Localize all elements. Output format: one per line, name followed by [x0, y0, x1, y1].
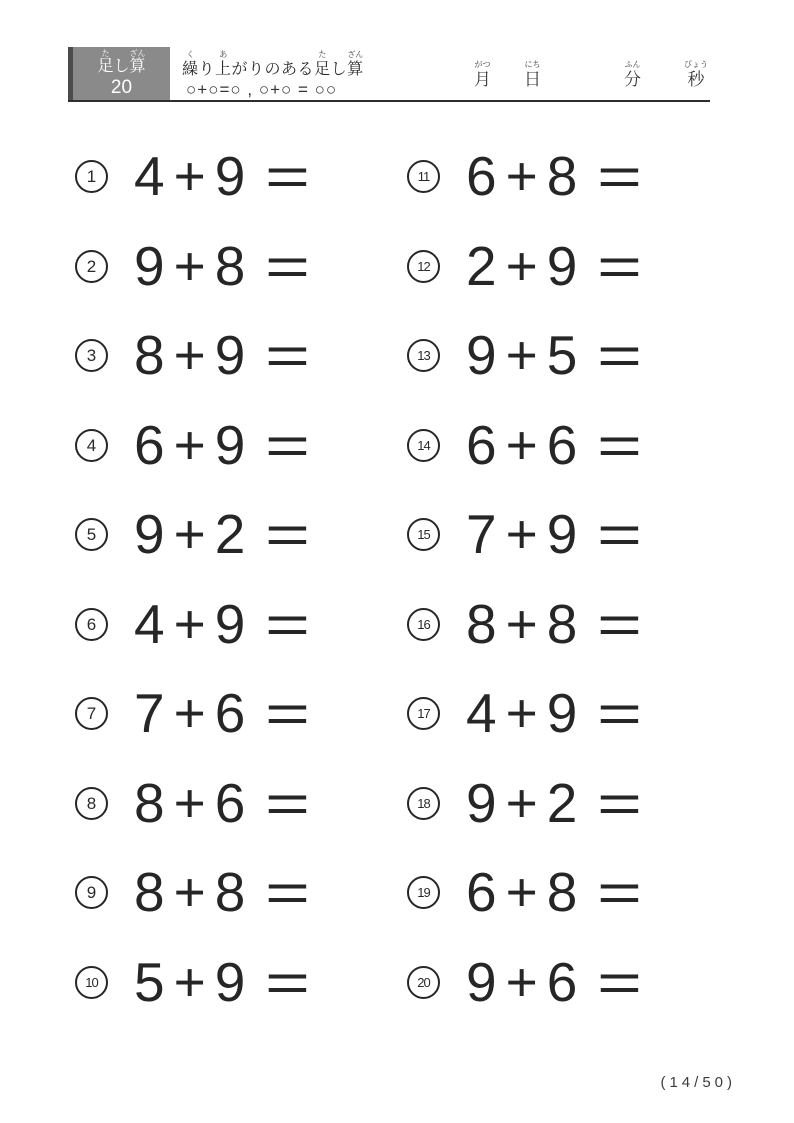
problem-expression [134, 145, 311, 208]
problem-row [407, 938, 739, 1028]
ruby-segment [232, 50, 315, 79]
problem-number-circle: 10 [75, 966, 108, 999]
problem-row [407, 132, 739, 222]
equals-sign: = [265, 324, 311, 387]
base-text: 分 [624, 70, 641, 89]
plus-sign: + [505, 413, 538, 476]
operand-a: 9 [134, 503, 165, 566]
equals-sign: = [265, 145, 311, 208]
ruby-segment [474, 60, 491, 90]
furigana: にち [524, 60, 541, 69]
problem-expression [134, 861, 311, 924]
problem-expression [134, 950, 311, 1013]
problem-expression [466, 682, 643, 745]
problem-row [407, 490, 739, 580]
problem-number-circle: 17 [407, 697, 440, 730]
operand-a: 6 [134, 413, 165, 476]
problem-expression [466, 950, 643, 1013]
problem-expression [134, 592, 311, 655]
plus-sign: + [173, 950, 206, 1013]
base-text: し [113, 57, 130, 75]
equals-sign: = [265, 950, 311, 1013]
plus-sign: + [173, 861, 206, 924]
operand-a: 4 [134, 145, 165, 208]
base-text: がりのある [231, 61, 315, 78]
operand-b: 9 [546, 682, 578, 745]
base-text: 繰 [182, 61, 199, 78]
problem-expression [466, 145, 643, 208]
problem-number-circle: 7 [75, 697, 108, 730]
equals-sign: = [265, 592, 311, 655]
furigana [338, 50, 340, 60]
plus-sign: + [173, 234, 206, 297]
operand-a: 6 [466, 413, 497, 476]
ruby-segment [524, 60, 541, 90]
page-indicator: (14/50) [660, 1074, 736, 1091]
base-text: 日 [524, 70, 541, 89]
operand-a: 8 [134, 324, 165, 387]
problem-row [407, 669, 739, 759]
problem-number-circle: 19 [407, 876, 440, 909]
operand-a: 6 [466, 145, 497, 208]
ruby-segment [215, 50, 232, 79]
ruby-segment [182, 50, 199, 79]
operand-a: 2 [466, 234, 497, 297]
operand-a: 4 [134, 592, 165, 655]
operand-b: 8 [214, 861, 246, 924]
base-text: り [198, 61, 216, 78]
problem-number-circle: 18 [407, 787, 440, 820]
base-text: 足 [97, 57, 114, 75]
operand-b: 6 [546, 950, 578, 1013]
problem-row [75, 848, 407, 938]
equals-sign: = [265, 682, 311, 745]
furigana: あ [219, 50, 228, 59]
base-text: 上 [215, 61, 232, 78]
furigana: た [318, 50, 327, 59]
ruby-segment [130, 49, 146, 76]
equals-sign: = [597, 234, 643, 297]
problem-row [75, 490, 407, 580]
operand-a: 7 [134, 682, 165, 745]
problem-expression [134, 234, 311, 297]
plus-sign: + [173, 324, 206, 387]
base-text: 算 [347, 61, 364, 78]
furigana: ざん [129, 48, 146, 58]
plus-sign: + [173, 145, 206, 208]
problem-expression [466, 503, 643, 566]
equals-sign: = [597, 503, 643, 566]
operand-b: 8 [546, 592, 578, 655]
furigana: ざん [347, 50, 364, 59]
equals-sign: = [265, 413, 311, 476]
problem-number-circle: 13 [407, 339, 440, 372]
worksheet-number: 20 [110, 76, 133, 98]
operand-b: 2 [546, 771, 578, 834]
problem-row [75, 311, 407, 401]
problem-expression [134, 413, 311, 476]
furigana: た [101, 48, 110, 58]
problems-grid [75, 132, 739, 1027]
problem-number-circle: 5 [75, 518, 108, 551]
problem-expression [134, 324, 311, 387]
furigana [120, 49, 122, 58]
plus-sign: + [505, 771, 538, 834]
plus-sign: + [505, 861, 538, 924]
problem-row [407, 222, 739, 312]
furigana: く [186, 50, 195, 59]
plus-sign: + [505, 324, 538, 387]
problem-number-circle: 3 [75, 339, 108, 372]
operand-a: 7 [466, 503, 497, 566]
furigana: びょう [684, 60, 708, 69]
operand-b: 8 [546, 145, 578, 208]
problem-row [75, 669, 407, 759]
problem-row [407, 311, 739, 401]
operand-a: 4 [466, 682, 497, 745]
equals-sign: = [597, 861, 643, 924]
equals-sign: = [597, 145, 643, 208]
problem-number-circle: 9 [75, 876, 108, 909]
operand-b: 8 [546, 861, 578, 924]
furigana: がつ [474, 60, 491, 69]
problem-row [407, 848, 739, 938]
operand-b: 9 [214, 145, 246, 208]
problem-expression [466, 234, 643, 297]
problem-expression [134, 503, 311, 566]
operand-a: 9 [466, 771, 497, 834]
problem-row [75, 132, 407, 222]
furigana [272, 50, 274, 60]
base-text: 足 [314, 61, 331, 78]
equals-sign: = [265, 234, 311, 297]
equals-sign: = [265, 503, 311, 566]
header-underline [68, 100, 710, 102]
operand-b: 2 [214, 503, 246, 566]
equals-sign: = [597, 413, 643, 476]
operand-a: 5 [134, 950, 165, 1013]
problem-number-circle: 2 [75, 250, 108, 283]
operand-b: 9 [214, 950, 246, 1013]
worksheet-title [182, 50, 364, 79]
problem-expression [466, 592, 643, 655]
ruby-segment [97, 49, 113, 76]
problem-expression [134, 682, 311, 745]
plus-sign: + [505, 145, 538, 208]
problem-number-circle: 6 [75, 608, 108, 641]
equals-sign: = [265, 771, 311, 834]
problem-row [75, 759, 407, 849]
operand-b: 9 [214, 324, 246, 387]
operand-b: 6 [214, 771, 246, 834]
ruby-segment [624, 60, 641, 90]
plus-sign: + [505, 234, 538, 297]
problem-expression [466, 413, 643, 476]
worksheet-category-badge [68, 47, 170, 100]
ruby-segment [113, 49, 129, 76]
problem-row [75, 222, 407, 312]
operand-b: 6 [546, 413, 578, 476]
problem-number-circle: 4 [75, 429, 108, 462]
plus-sign: + [173, 503, 206, 566]
operand-b: 5 [546, 324, 578, 387]
problem-row [75, 401, 407, 491]
plus-sign: + [173, 592, 206, 655]
problem-expression [466, 771, 643, 834]
problem-number-circle: 8 [75, 787, 108, 820]
problem-number-circle: 14 [407, 429, 440, 462]
badge-category-title [97, 49, 145, 76]
operand-b: 6 [214, 682, 246, 745]
base-text: 月 [474, 70, 491, 89]
worksheet-subtitle: ○+○=○ , ○+○ = ○○ [186, 80, 338, 99]
plus-sign: + [505, 682, 538, 745]
operand-b: 9 [546, 234, 578, 297]
ruby-segment [331, 50, 348, 79]
operand-b: 9 [214, 592, 246, 655]
problem-row [75, 580, 407, 670]
operand-b: 9 [546, 503, 578, 566]
problem-row [75, 938, 407, 1028]
plus-sign: + [505, 503, 538, 566]
problem-row [407, 580, 739, 670]
problem-row [407, 759, 739, 849]
base-text: 算 [129, 57, 146, 75]
problem-expression [466, 324, 643, 387]
plus-sign: + [173, 682, 206, 745]
plus-sign: + [173, 413, 206, 476]
equals-sign: = [597, 592, 643, 655]
problem-number-circle: 11 [407, 160, 440, 193]
operand-a: 8 [134, 771, 165, 834]
furigana: ふん [624, 60, 641, 69]
equals-sign: = [597, 771, 643, 834]
ruby-segment [314, 50, 331, 79]
problem-number-circle: 16 [407, 608, 440, 641]
plus-sign: + [505, 592, 538, 655]
plus-sign: + [505, 950, 538, 1013]
base-text: 秒 [687, 70, 705, 89]
plus-sign: + [173, 771, 206, 834]
equals-sign: = [597, 324, 643, 387]
problem-number-circle: 15 [407, 518, 440, 551]
problem-row [407, 401, 739, 491]
equals-sign: = [597, 682, 643, 745]
ruby-segment [347, 50, 364, 79]
equals-sign: = [265, 861, 311, 924]
ruby-segment [199, 50, 216, 79]
operand-a: 6 [466, 861, 497, 924]
problem-number-circle: 20 [407, 966, 440, 999]
problem-expression [466, 861, 643, 924]
operand-a: 9 [466, 950, 497, 1013]
problem-number-circle: 1 [75, 160, 108, 193]
furigana [206, 50, 208, 60]
operand-a: 9 [466, 324, 497, 387]
operand-a: 9 [134, 234, 165, 297]
base-text: し [330, 61, 348, 78]
operand-a: 8 [134, 861, 165, 924]
operand-b: 9 [214, 413, 246, 476]
operand-a: 8 [466, 592, 497, 655]
problem-expression [134, 771, 311, 834]
ruby-segment [684, 60, 708, 90]
operand-b: 8 [214, 234, 246, 297]
problem-number-circle: 12 [407, 250, 440, 283]
equals-sign: = [597, 950, 643, 1013]
